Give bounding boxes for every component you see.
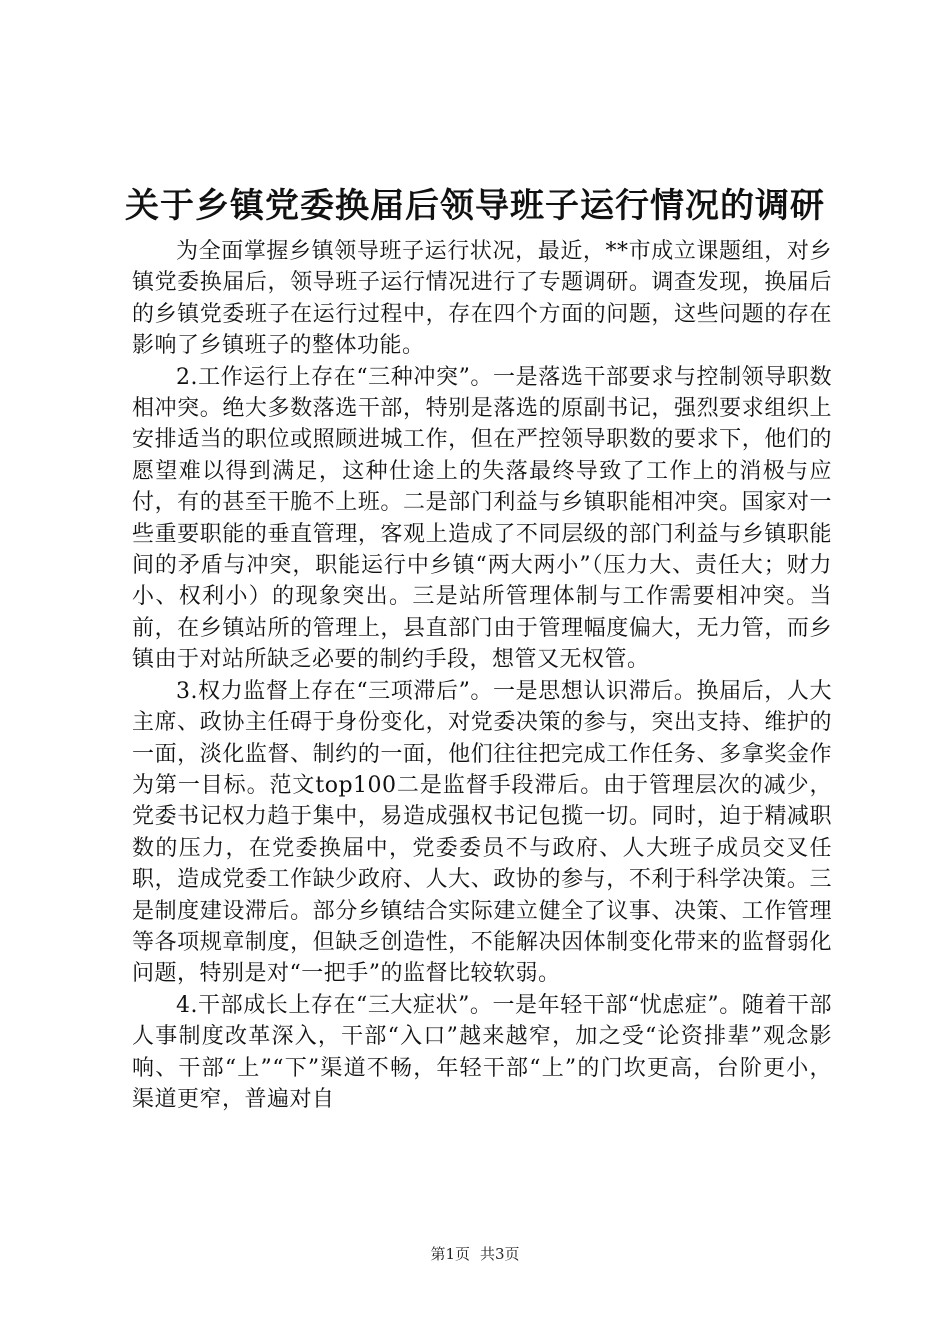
- paragraph-intro: 为全面掌握乡镇领导班子运行状况，最近，**市成立课题组，对乡镇党委换届后，领导班子运行情况进行了专题调研。调查发现，换届后的乡镇党委班子在运行过程中，存在四个方面的问题，这些问题的存在影响了乡镇班子的整体功能。: [132, 239, 832, 359]
- page-footer: [0, 1244, 950, 1264]
- document-body: [132, 236, 832, 1115]
- page-number: 第1页: [430, 1245, 470, 1263]
- page-total: 共3页: [480, 1245, 520, 1263]
- document-title: 关于乡镇党委换届后领导班子运行情况的调研: [125, 186, 825, 226]
- paragraph-power-supervision: 3.权力监督上存在“三项滞后”。一是思想认识滞后。换届后，人大主席、政协主任碍于身份变化，对党委决策的参与，突出支持、维护的一面，淡化监督、制约的一面，他们往往把完成工作任务、多拿奖金作为第一目标。范文top100二是监督手段滞后。由于管理层次的减少，党委书记权力趋于集中，易造成强权书记包揽一切。同时，迫于精减职数的压力，在党委换届中，党委委员不与政府、人大班子成员交叉任职，造成党委工作缺少政府、人大、政协的参与，不利于科学决策。三是制度建设滞后。部分乡镇结合实际建立健全了议事、决策、工作管理等各项规章制度，但缺乏创造性，不能解决因体制变化带来的监督弱化问题，特别是对“一把手”的监督比较软弱。: [132, 678, 832, 987]
- paragraph-work-operation: 2.工作运行上存在“三种冲突”。一是落选干部要求与控制领导职数相冲突。绝大多数落选干部，特别是落选的原副书记，强烈要求组织上安排适当的职位或照顾进城工作，但在严控领导职数的要求下，他们的愿望难以得到满足，这种仕途上的失落最终导致了工作上的消极与应付，有的甚至干脆不上班。二是部门利益与乡镇职能相冲突。国家对一些重要职能的垂直管理，客观上造成了不同层级的部门利益与乡镇职能间的矛盾与冲突，职能运行中乡镇“两大两小”（压力大、责任大；财力小、权利小）的现象突出。三是站所管理体制与工作需要相冲突。当前，在乡镇站所的管理上，县直部门由于管理幅度偏大，无力管，而乡镇由于对站所缺乏必要的制约手段，想管又无权管。: [132, 364, 832, 673]
- paragraph-cadre-growth: 4.干部成长上存在“三大症状”。一是年轻干部“忧虑症”。随着干部人事制度改革深入，干部“入口”越来越窄，加之受“论资排辈”观念影响、干部“上”“下”渠道不畅，年轻干部“上”的门坎更高，台阶更小，渠道更窄，普遍对自: [132, 992, 832, 1112]
